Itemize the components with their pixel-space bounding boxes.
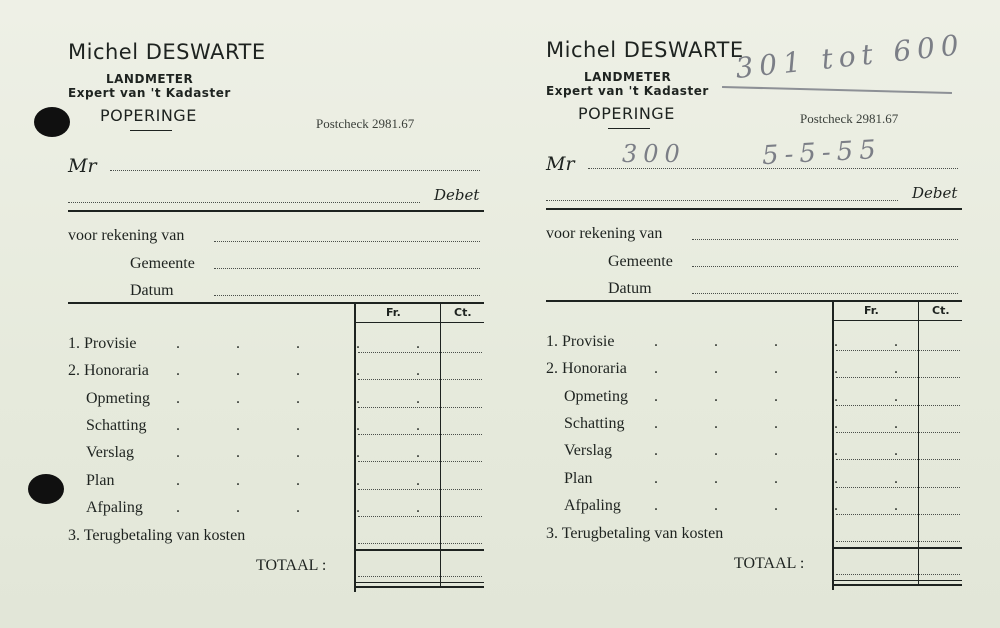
amount-line-honoraria[interactable] — [358, 379, 482, 380]
handwritten-date: 5-5-55 — [761, 134, 883, 172]
amount-line-provisie[interactable] — [358, 352, 482, 353]
leader-dots: . . . . . — [176, 362, 446, 379]
item-honoraria: 2. Honoraria — [546, 360, 627, 377]
datum-field[interactable] — [214, 295, 480, 296]
item-verslag: Verslag — [564, 442, 612, 459]
handwritten-mr-number: 300 — [622, 140, 686, 168]
subtotal-rule — [354, 549, 484, 551]
total-double-rule — [354, 586, 484, 588]
item-plan: Plan — [564, 470, 593, 487]
table-top-rule — [546, 300, 962, 302]
item-opmeting: Opmeting — [564, 388, 628, 405]
datum-label: Datum — [130, 282, 174, 299]
item-terugbetaling: 3. Terugbetaling van kosten — [546, 525, 724, 542]
amount-line-honoraria[interactable] — [836, 377, 960, 378]
item-afpaling: Afpaling — [564, 497, 621, 514]
mr-field[interactable] — [110, 170, 480, 171]
item-afpaling: Afpaling — [86, 499, 143, 516]
invoice-form-right — [544, 0, 967, 626]
leader-dots: . . . . . — [176, 472, 446, 489]
header-rule — [68, 210, 484, 212]
total-double-rule — [832, 584, 962, 586]
total-label: TOTAAL : — [734, 555, 805, 572]
total-field[interactable] — [836, 574, 960, 575]
item-verslag: Verslag — [86, 444, 134, 461]
town-underline — [130, 130, 172, 131]
postcheck-number: Postcheck 2981.67 — [316, 116, 415, 131]
leader-dots: . . . . . — [654, 333, 924, 350]
account-label: voor rekening van — [68, 227, 185, 244]
datum-field[interactable] — [692, 293, 958, 294]
debet-field[interactable] — [546, 200, 898, 201]
item-plan: Plan — [86, 472, 115, 489]
amount-line-provisie[interactable] — [836, 350, 960, 351]
column-header-fr: Fr. — [864, 304, 879, 317]
punch-hole-top — [34, 107, 70, 137]
account-field[interactable] — [214, 241, 480, 242]
leader-dots: . . . . . — [654, 415, 924, 432]
profession-title: LANDMETER — [106, 72, 194, 86]
leader-dots: . . . . . — [654, 360, 924, 377]
gemeente-field[interactable] — [214, 268, 480, 269]
amount-line-plan[interactable] — [358, 489, 482, 490]
total-double-rule — [832, 580, 962, 581]
mr-label: Mr — [546, 153, 575, 175]
amount-line-kosten[interactable] — [836, 541, 960, 542]
item-terugbetaling: 3. Terugbetaling van kosten — [68, 527, 246, 544]
total-double-rule — [354, 582, 484, 583]
leader-dots: . . . . . — [654, 497, 924, 514]
total-field[interactable] — [358, 576, 482, 577]
leader-dots: . . . . . — [176, 390, 446, 407]
leader-dots: . . . . . — [176, 499, 446, 516]
surveyor-name: Michel DESWARTE — [68, 40, 266, 64]
item-provisie: 1. Provisie — [546, 333, 615, 350]
header-rule — [546, 208, 962, 210]
leader-dots: . . . . . — [176, 335, 446, 352]
leader-dots: . . . . . — [654, 442, 924, 459]
item-schatting: Schatting — [86, 417, 147, 434]
town-underline — [608, 128, 650, 129]
postcheck-number: Postcheck 2981.67 — [800, 111, 899, 126]
column-header-ct: Ct. — [932, 304, 950, 317]
invoice-form-left — [66, 0, 486, 628]
gemeente-field[interactable] — [692, 266, 958, 267]
item-schatting: Schatting — [564, 415, 625, 432]
surveyor-name: Michel DESWARTE — [546, 38, 744, 62]
total-label: TOTAAL : — [256, 557, 327, 574]
account-label: voor rekening van — [546, 225, 663, 242]
table-top-rule — [68, 302, 484, 304]
punch-hole-bottom — [28, 474, 64, 504]
profession-subtitle: Expert van 't Kadaster — [68, 86, 231, 100]
amount-line-plan[interactable] — [836, 487, 960, 488]
amount-line-afpaling[interactable] — [358, 516, 482, 517]
debet-label: Debet — [912, 184, 958, 202]
leader-dots: . . . . . — [654, 470, 924, 487]
amount-line-verslag[interactable] — [358, 461, 482, 462]
leader-dots: . . . . . — [176, 417, 446, 434]
town-name: POPERINGE — [100, 106, 197, 125]
item-honoraria: 2. Honoraria — [68, 362, 149, 379]
account-field[interactable] — [692, 239, 958, 240]
leader-dots: . . . . . — [654, 388, 924, 405]
debet-label: Debet — [434, 186, 480, 204]
column-header-fr: Fr. — [386, 306, 401, 319]
subtotal-rule — [832, 547, 962, 549]
item-opmeting: Opmeting — [86, 390, 150, 407]
leader-dots: . . . . . — [176, 444, 446, 461]
column-header-rule — [354, 322, 484, 323]
gemeente-label: Gemeente — [130, 255, 195, 272]
column-header-ct: Ct. — [454, 306, 472, 319]
datum-label: Datum — [608, 280, 652, 297]
column-header-rule — [832, 320, 962, 321]
town-name: POPERINGE — [578, 104, 675, 123]
debet-field[interactable] — [68, 202, 420, 203]
item-provisie: 1. Provisie — [68, 335, 137, 352]
amount-line-afpaling[interactable] — [836, 514, 960, 515]
amount-line-verslag[interactable] — [836, 459, 960, 460]
profession-subtitle: Expert van 't Kadaster — [546, 84, 709, 98]
amount-line-schatting[interactable] — [836, 432, 960, 433]
profession-title: LANDMETER — [584, 70, 672, 84]
mr-label: Mr — [68, 155, 97, 177]
gemeente-label: Gemeente — [608, 253, 673, 270]
amount-line-opmeting[interactable] — [836, 405, 960, 406]
amount-line-opmeting[interactable] — [358, 407, 482, 408]
handwritten-range-note: 301 tot 600 — [733, 28, 967, 85]
amount-line-kosten[interactable] — [358, 543, 482, 544]
amount-line-schatting[interactable] — [358, 434, 482, 435]
